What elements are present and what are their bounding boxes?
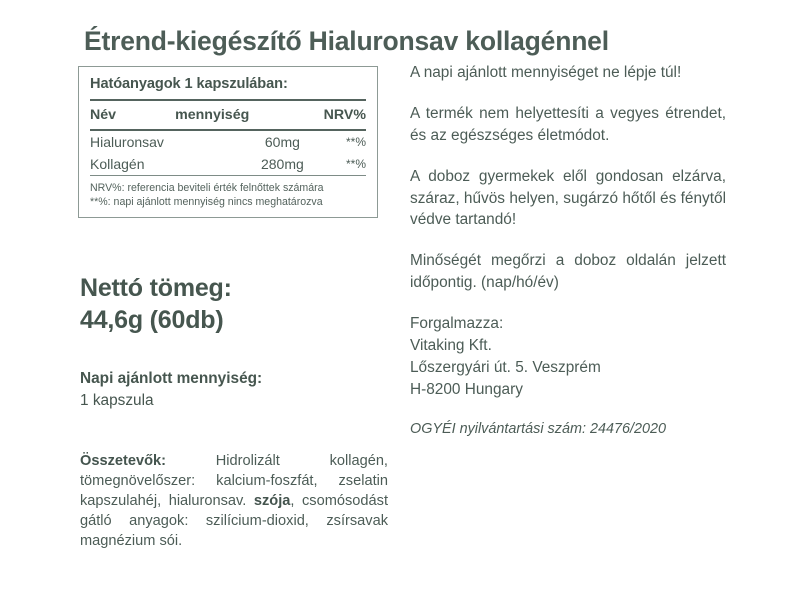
allergen-soy: szója	[253, 492, 291, 509]
daily-dose	[80, 368, 262, 413]
row-nrv: **%	[345, 157, 366, 171]
storage-instructions: A doboz gyermekek elől gondosan elzárva, száraz, hűvös helyen, sugárzó hőtől és fénytől védve tartandó!	[410, 167, 726, 229]
column-header-nrv: NRV%	[323, 107, 366, 123]
column-header-amount: mennyiség	[175, 107, 250, 123]
left-column	[78, 66, 388, 218]
daily-dose-label: Napi ajánlott mennyiség:	[80, 370, 263, 387]
footnote-nrv: NRV%: referencia beviteli érték felnőttek számára	[90, 182, 324, 194]
ingredients-label: Összetevők:	[80, 453, 166, 469]
table-row	[90, 153, 366, 175]
facts-header-row	[90, 101, 366, 129]
distributor-postal: H-8200 Hungary	[410, 380, 523, 398]
daily-dose-value: 1 kapszula	[80, 392, 154, 410]
distributor-label: Forgalmazza:	[410, 315, 504, 332]
table-row	[90, 131, 366, 153]
supplement-facts-box	[78, 66, 378, 218]
best-before-notice: Minőségét megőrzi a doboz oldalán jelzett időpontig. (nap/hó/év)	[410, 252, 726, 292]
distributor-company: Vitaking Kft.	[410, 336, 492, 354]
net-weight	[80, 272, 232, 336]
net-weight-label: Nettó tömeg:	[80, 274, 232, 302]
facts-footnotes	[90, 176, 366, 210]
ingredients-text-before: Hidrolizált kollagén, tömegnövelőszer: kalcium-foszfát, zselatin kapszulahéj, hialuronsav.	[80, 453, 388, 509]
dosage-warning: A napi ajánlott mennyiséget ne lépje túl!	[410, 64, 682, 81]
row-name: Kollagén	[90, 156, 145, 172]
column-header-name: Név	[90, 107, 117, 123]
facts-table-head	[90, 101, 366, 129]
facts-heading: Hatóanyagok 1 kapszulában:	[90, 76, 288, 92]
footnote-asterisk: **%: napi ajánlott mennyiség nincs meghatározva	[90, 195, 323, 208]
row-name: Hialuronsav	[90, 134, 164, 150]
distributor-street: Lőszergyári út. 5. Veszprém	[410, 358, 601, 376]
registration-number: OGYÉI nyilvántartási szám: 24476/2020	[410, 420, 666, 437]
supplement-facts-table	[90, 101, 366, 129]
net-weight-value: 44,6g (60db)	[80, 306, 224, 334]
distributor-block	[410, 313, 726, 401]
row-amount: 60mg	[264, 134, 300, 150]
row-nrv: **%	[345, 135, 366, 149]
ingredients-list	[80, 452, 388, 552]
diet-notice: A termék nem helyettesíti a vegyes étrendet, és az egészséges életmódot.	[410, 104, 726, 144]
facts-table-body	[90, 131, 366, 175]
page-title: Étrend-kiegészítő Hialuronsav kollagénnel	[84, 26, 609, 56]
right-column	[410, 62, 726, 439]
ingredients-text-after: , csomósodást gátló anyagok: szilícium-dioxid, zsírsavak magnézium sói.	[80, 492, 388, 549]
row-amount: 280mg	[260, 156, 304, 172]
